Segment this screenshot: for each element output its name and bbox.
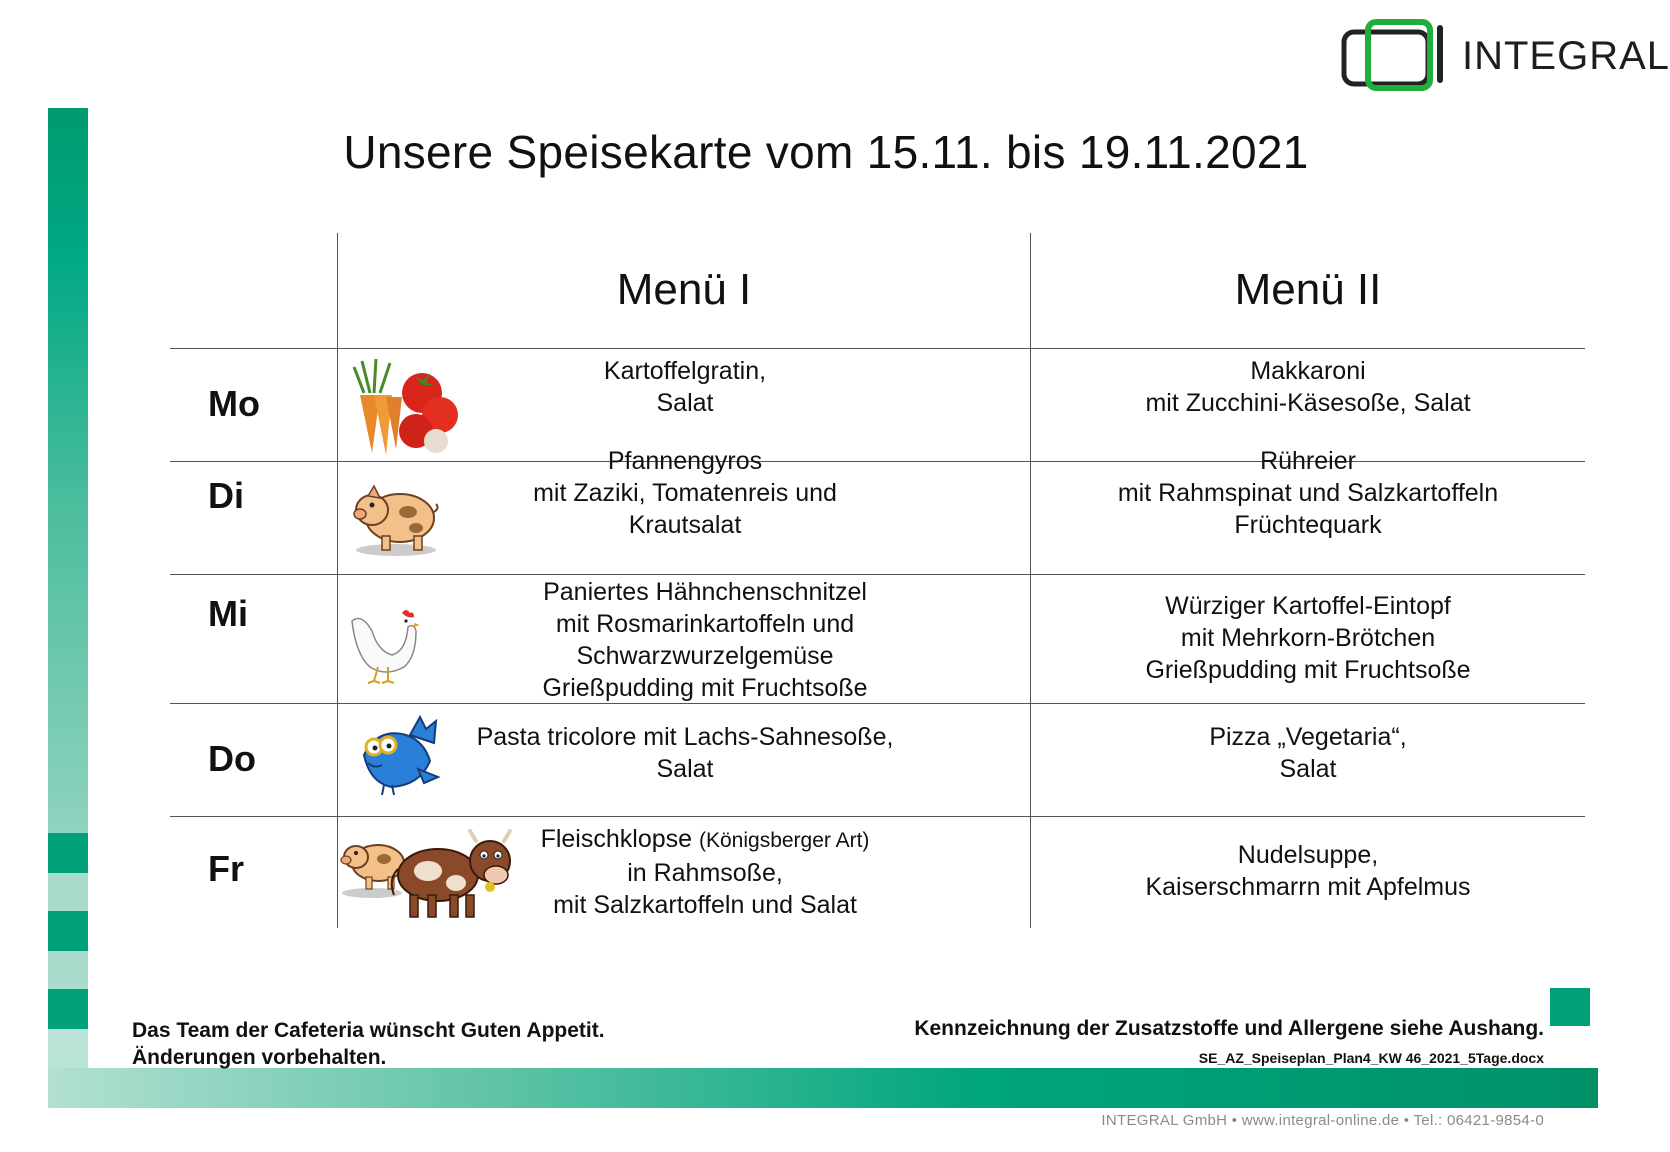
menu1-cell: Pasta tricolore mit Lachs-Sahnesoße, Salat xyxy=(476,723,894,783)
pig-and-cow-icon xyxy=(338,825,518,930)
bottom-decor-bar xyxy=(48,1068,1598,1108)
menu1-cell: Kartoffelgratin, Salat xyxy=(603,357,767,417)
pig-icon xyxy=(350,478,440,563)
menu1-header: Menü I xyxy=(616,265,752,314)
menu1-cell: Pfannengyros mit Zaziki, Tomatenreis und Krautsalat xyxy=(533,447,837,539)
page-title: Unsere Speisekarte vom 15.11. bis 19.11.2021 xyxy=(343,126,1309,178)
menu2-cell: Pizza „Vegetaria“, Salat xyxy=(1209,723,1407,783)
menu1-cell: Paniertes Hähnchenschnitzel mit Rosmarinkartoffeln und Schwarzwurzelgemüse Grießpudding mit Fruchtsoße xyxy=(542,578,868,702)
allergen-note: Kennzeichnung der Zusatzstoffe und Allergene siehe Aushang. xyxy=(914,1017,1544,1040)
chicken-icon xyxy=(344,605,416,690)
fish-icon xyxy=(360,715,442,806)
file-name: SE_AZ_Speiseplan_Plan4_KW 46_2021_5Tage.docx xyxy=(1198,1050,1544,1066)
logo-text: INTEGRAL xyxy=(1462,34,1670,78)
day-label: Mo xyxy=(208,383,260,424)
menu2-cell: Makkaroni mit Zucchini-Käsesoße, Salat xyxy=(1145,357,1471,417)
left-decor-bar xyxy=(48,108,88,1108)
day-label: Do xyxy=(208,738,256,779)
menu2-cell: Nudelsuppe, Kaiserschmarrn mit Apfelmus xyxy=(1145,841,1471,901)
menu2-header: Menü II xyxy=(1234,265,1382,314)
day-label: Di xyxy=(208,475,244,516)
footer-left: Das Team der Cafeteria wünscht Guten Appetit. Änderungen vorbehalten. xyxy=(132,1019,605,1069)
menu1-cell: Fleischklopse (Königsberger Art) in Rahmsoße, mit Salzkartoffeln und Salat xyxy=(540,825,870,919)
day-label: Fr xyxy=(208,848,244,889)
company-info: INTEGRAL GmbH • www.integral-online.de • Tel.: 06421-9854-0 xyxy=(1101,1112,1544,1129)
day-label: Mi xyxy=(208,593,248,634)
integral-logo xyxy=(1340,18,1670,93)
menu2-cell: Rühreier mit Rahmspinat und Salzkartoffeln Früchtequark xyxy=(1117,447,1499,539)
corner-square xyxy=(1550,988,1590,1026)
menu2-cell: Würziger Kartoffel-Eintopf mit Mehrkorn-Brötchen Grießpudding mit Fruchtsoße xyxy=(1145,592,1471,684)
carrots-tomatoes-icon xyxy=(350,353,460,463)
